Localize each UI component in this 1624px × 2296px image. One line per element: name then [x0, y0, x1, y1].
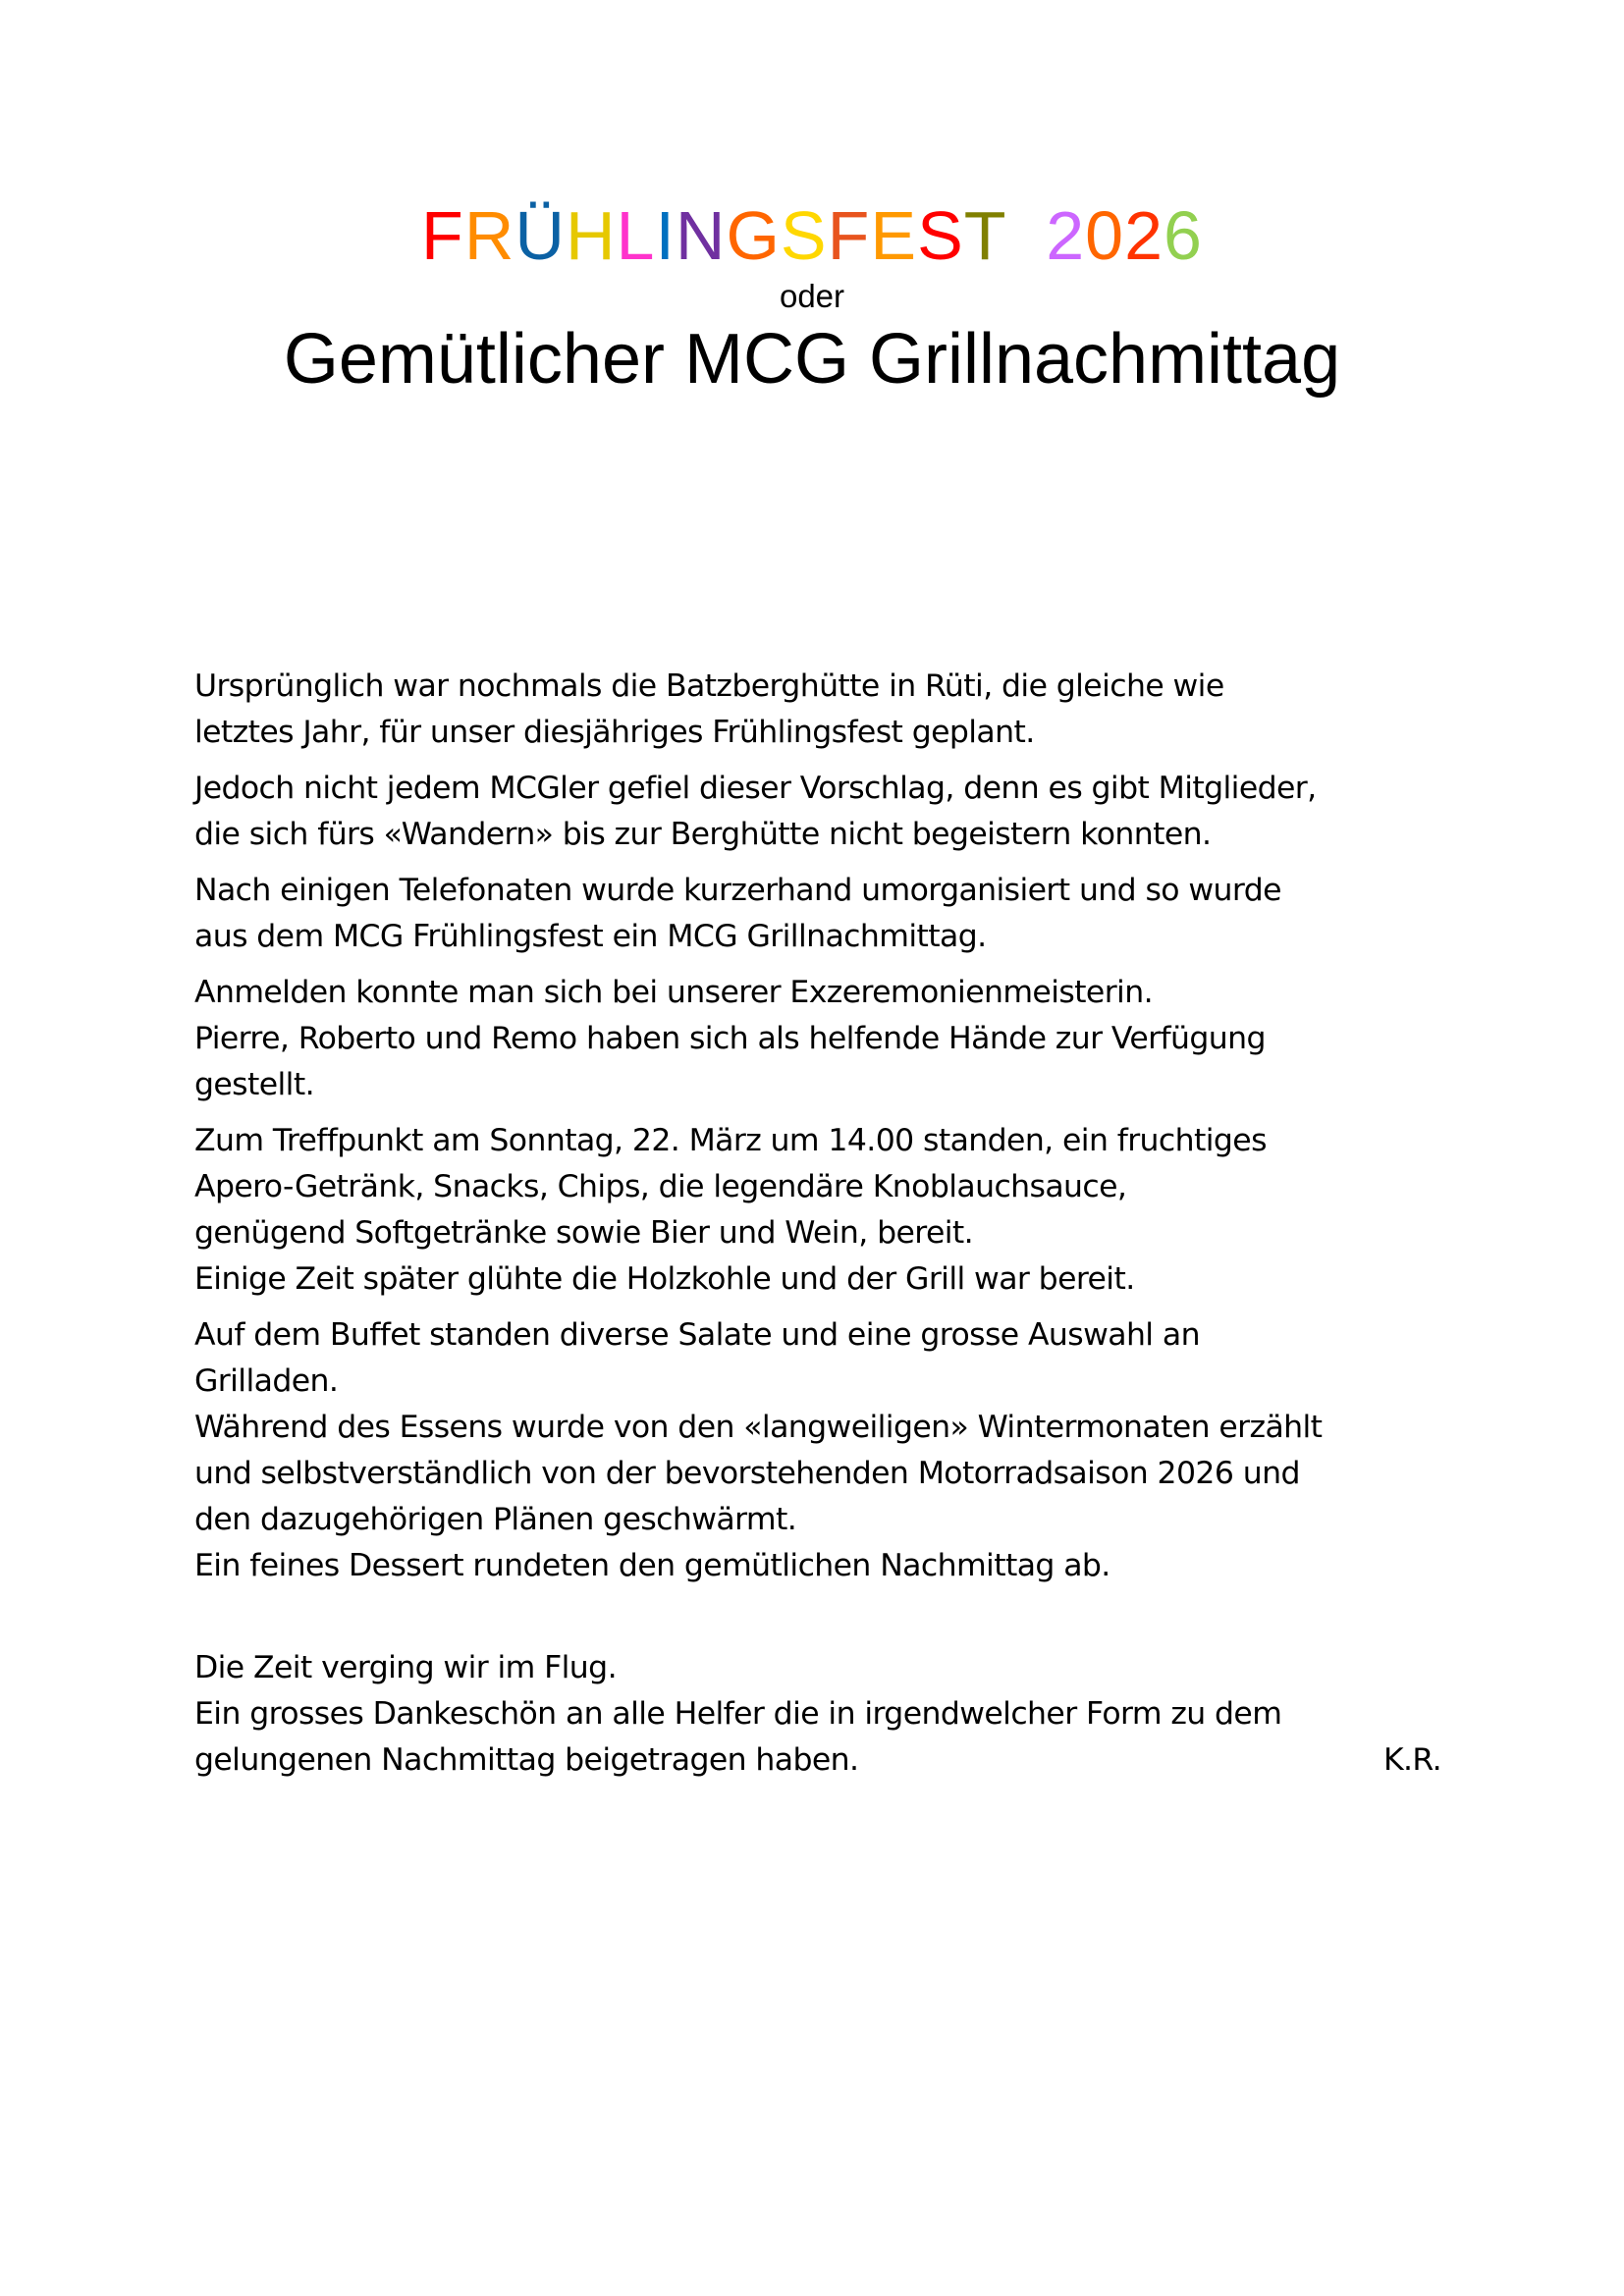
paragraph-line: Jedoch nicht jedem MCGler gefiel dieser Vorschlag, denn es gibt Mitglieder,: [194, 771, 1317, 806]
title-letter: G: [726, 197, 781, 274]
title-letter: E: [870, 197, 918, 274]
paragraph: [194, 970, 1441, 1108]
paragraph-line: Pierre, Roberto und Remo haben sich als helfende Hände zur Verfügung: [194, 1021, 1266, 1056]
title-letter: T: [963, 197, 1006, 274]
title-letter: Ü: [514, 197, 566, 274]
title-connector: oder: [779, 278, 845, 314]
title-letter: H: [565, 197, 617, 274]
paragraph-line: Einige Zeit später glühte die Holzkohle und der Grill war bereit.: [194, 1261, 1135, 1297]
section-spacer: [194, 1599, 1441, 1645]
paragraph: [194, 766, 1441, 858]
title-letter: R: [463, 197, 515, 274]
page-title: [0, 196, 1624, 275]
paragraph-line: Ein feines Dessert rundeten den gemütlichen Nachmittag ab.: [194, 1548, 1110, 1583]
closing-line: gelungenen Nachmittag beigetragen haben.: [194, 1742, 859, 1778]
title-letter: 0: [1085, 197, 1125, 274]
paragraph-line: Apero-Getränk, Snacks, Chips, die legendäre Knoblauchsauce,: [194, 1169, 1127, 1204]
closing-line: Ein grosses Dankeschön an alle Helfer die in irgendwelcher Form zu dem: [194, 1696, 1282, 1732]
title-letter: S: [780, 197, 828, 274]
paragraph-line: und selbstverständlich von der bevorstehenden Motorradsaison 2026 und: [194, 1456, 1300, 1491]
paragraph-line: letztes Jahr, für unser diesjähriges Frühlingsfest geplant.: [194, 715, 1035, 750]
paragraph-line: Grilladen.: [194, 1363, 339, 1399]
title-letter: N: [675, 197, 727, 274]
title-letter: S: [917, 197, 964, 274]
paragraph-line: Während des Essens wurde von den «langweiligen» Wintermonaten erzählt: [194, 1410, 1323, 1445]
title-letter: [1005, 197, 1046, 274]
article-body: [194, 664, 1441, 1784]
paragraph-line: Anmelden konnte man sich bei unserer Exzeremonienmeisterin.: [194, 975, 1153, 1010]
paragraph: [194, 664, 1441, 756]
paragraph-line: Auf dem Buffet standen diverse Salate und eine grosse Auswahl an: [194, 1317, 1200, 1353]
paragraph-line: gestellt.: [194, 1067, 314, 1102]
title-letter: I: [655, 197, 676, 274]
paragraph-line: genügend Softgetränke sowie Bier und Wein, bereit.: [194, 1215, 974, 1251]
paragraph: [194, 1118, 1441, 1303]
paragraph-line: Ursprünglich war nochmals die Batzberghütte in Rüti, die gleiche wie: [194, 668, 1224, 704]
paragraph: [194, 1312, 1441, 1589]
title-letter: F: [827, 197, 871, 274]
paragraph-line: Zum Treffpunkt am Sonntag, 22. März um 14.00 standen, ein fruchtiges: [194, 1123, 1267, 1158]
title-block: [0, 196, 1624, 400]
paragraph-list: [194, 664, 1441, 1589]
title-letter: 6: [1164, 197, 1203, 274]
paragraph-line: den dazugehörigen Plänen geschwärmt.: [194, 1502, 797, 1537]
page-subtitle: Gemütlicher MCG Grillnachmittag: [283, 320, 1341, 399]
title-letter: F: [421, 197, 464, 274]
author-signature: K.R.: [1382, 1742, 1441, 1778]
signoff-line: [194, 1737, 1441, 1784]
title-letter: 2: [1046, 197, 1086, 274]
title-letter: 2: [1124, 197, 1164, 274]
paragraph: [194, 868, 1441, 960]
paragraph-line: Nach einigen Telefonaten wurde kurzerhand umorganisiert und so wurde: [194, 873, 1281, 908]
closing-line: Die Zeit verging wir im Flug.: [194, 1650, 617, 1685]
paragraph-line: die sich fürs «Wandern» bis zur Berghütte nicht begeistern konnten.: [194, 817, 1212, 852]
paragraph-line: aus dem MCG Frühlingsfest ein MCG Grillnachmittag.: [194, 919, 987, 954]
closing-section: [194, 1645, 1441, 1784]
title-letter: L: [616, 197, 656, 274]
